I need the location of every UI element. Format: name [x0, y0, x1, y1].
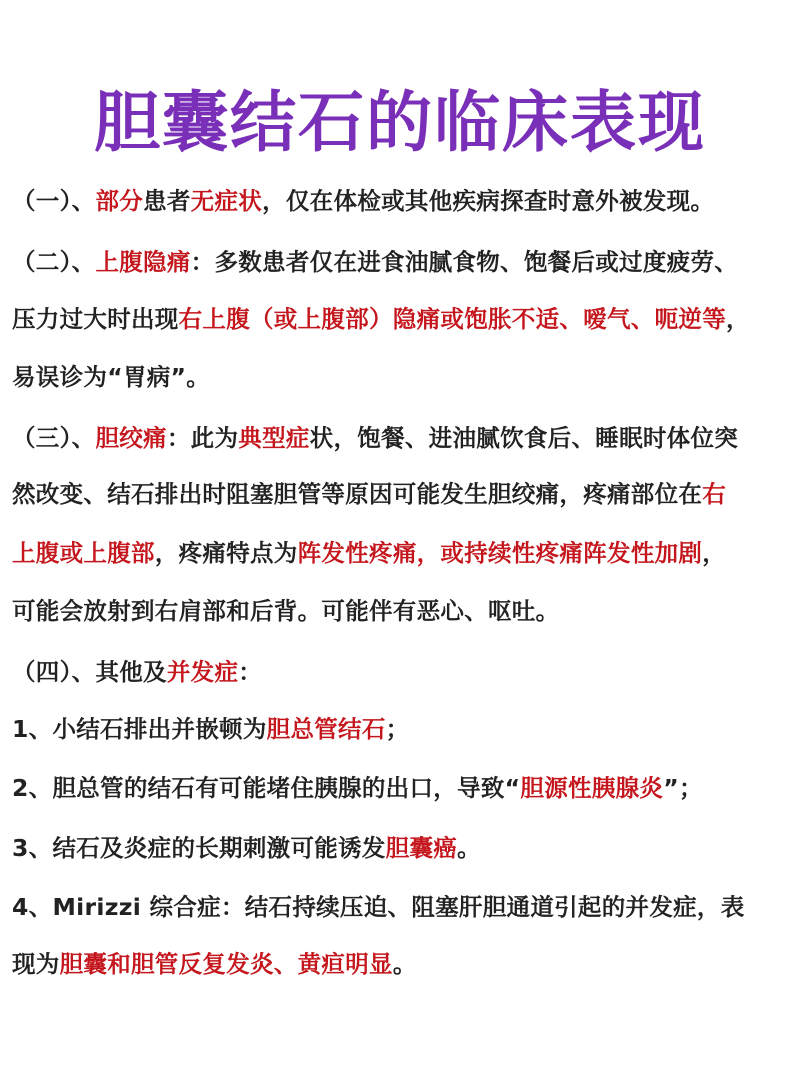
highlight-text: 上腹或上腹部 — [12, 539, 155, 567]
body-text: （四）、其他及 — [12, 658, 167, 686]
body-text: 可能会放射到右肩部和后背。可能伴有恶心、呕吐。 — [12, 597, 560, 625]
line-9-complications — [12, 652, 792, 692]
body-text: 。 — [392, 950, 417, 978]
highlight-text: 胆源性胰腺炎 — [520, 774, 664, 802]
line-13-item-4 — [12, 887, 792, 927]
highlight-text: 阵发性疼痛，或持续性疼痛阵发性加剧 — [297, 539, 703, 567]
line-8 — [12, 591, 792, 631]
line-14 — [12, 944, 792, 984]
highlight-text: 胆囊和胆管反复发炎、黄疸明显 — [59, 950, 393, 978]
line-5-biliary-colic — [12, 418, 792, 458]
body-text: ： — [238, 658, 263, 686]
body-text: 3、结石及炎症的长期刺激可能诱发 — [12, 834, 386, 862]
body-text: （三）、 — [12, 424, 96, 452]
body-text: ，仅在体检或其他疾病探查时意外被发现。 — [262, 187, 715, 215]
body-text: ：此为 — [166, 424, 239, 452]
body-text: 压力过大时出现 — [12, 305, 179, 333]
body-text: 易误诊为“胃病”。 — [12, 363, 211, 391]
line-2-upper-abdominal-pain — [12, 242, 792, 282]
body-text: 然改变、结石排出时阻塞胆管等原因可能发生胆绞痛，疼痛部位在 — [12, 480, 703, 508]
highlight-text: 部分 — [95, 187, 144, 215]
body-text: 患者 — [143, 187, 191, 215]
line-10-item-1 — [12, 709, 792, 749]
body-text: ，疼痛特点为 — [154, 539, 298, 567]
body-text: ， — [702, 539, 727, 567]
highlight-text: 胆绞痛 — [95, 424, 167, 452]
line-6 — [12, 474, 792, 514]
line-4 — [12, 357, 792, 397]
highlight-text: 右上腹（或上腹部）隐痛或饱胀不适、嗳气、呃逆等 — [178, 305, 727, 333]
line-11-item-2 — [12, 768, 792, 808]
highlight-text: 典型症 — [238, 424, 310, 452]
body-text: 现为 — [12, 950, 60, 978]
body-text: ， — [726, 305, 750, 333]
body-text: 4、Mirizzi 综合症：结石持续压迫、阻塞肝胆通道引起的并发症，表 — [12, 893, 745, 921]
body-text: 1、小结石排出并嵌顿为 — [12, 715, 267, 743]
body-text: 。 — [457, 834, 481, 862]
highlight-text: 胆囊癌 — [385, 834, 458, 862]
highlight-text: 胆总管结石 — [266, 715, 386, 743]
line-12-item-3 — [12, 828, 792, 868]
page-title: 胆囊结石的临床表现 — [94, 84, 706, 161]
body-text: 2、胆总管的结石有可能堵住胰腺的出口，导致“ — [12, 774, 521, 802]
line-7 — [12, 533, 792, 573]
body-text: （二）、 — [12, 248, 96, 276]
line-3 — [12, 299, 792, 339]
body-text: （一）、 — [12, 187, 96, 215]
line-1-no-symptoms — [12, 181, 792, 221]
highlight-text: 右 — [702, 480, 727, 508]
highlight-text: 上腹隐痛 — [95, 248, 191, 276]
highlight-text: 并发症 — [166, 658, 239, 686]
body-text: 状，饱餐、进油腻饮食后、睡眠时体位突 — [309, 424, 739, 452]
highlight-text: 无症状 — [190, 187, 263, 215]
body-text: ：多数患者仅在进食油腻食物、饱餐后或过度疲劳、 — [190, 248, 739, 276]
body-text: ”； — [663, 774, 703, 802]
body-text: ； — [385, 715, 410, 743]
